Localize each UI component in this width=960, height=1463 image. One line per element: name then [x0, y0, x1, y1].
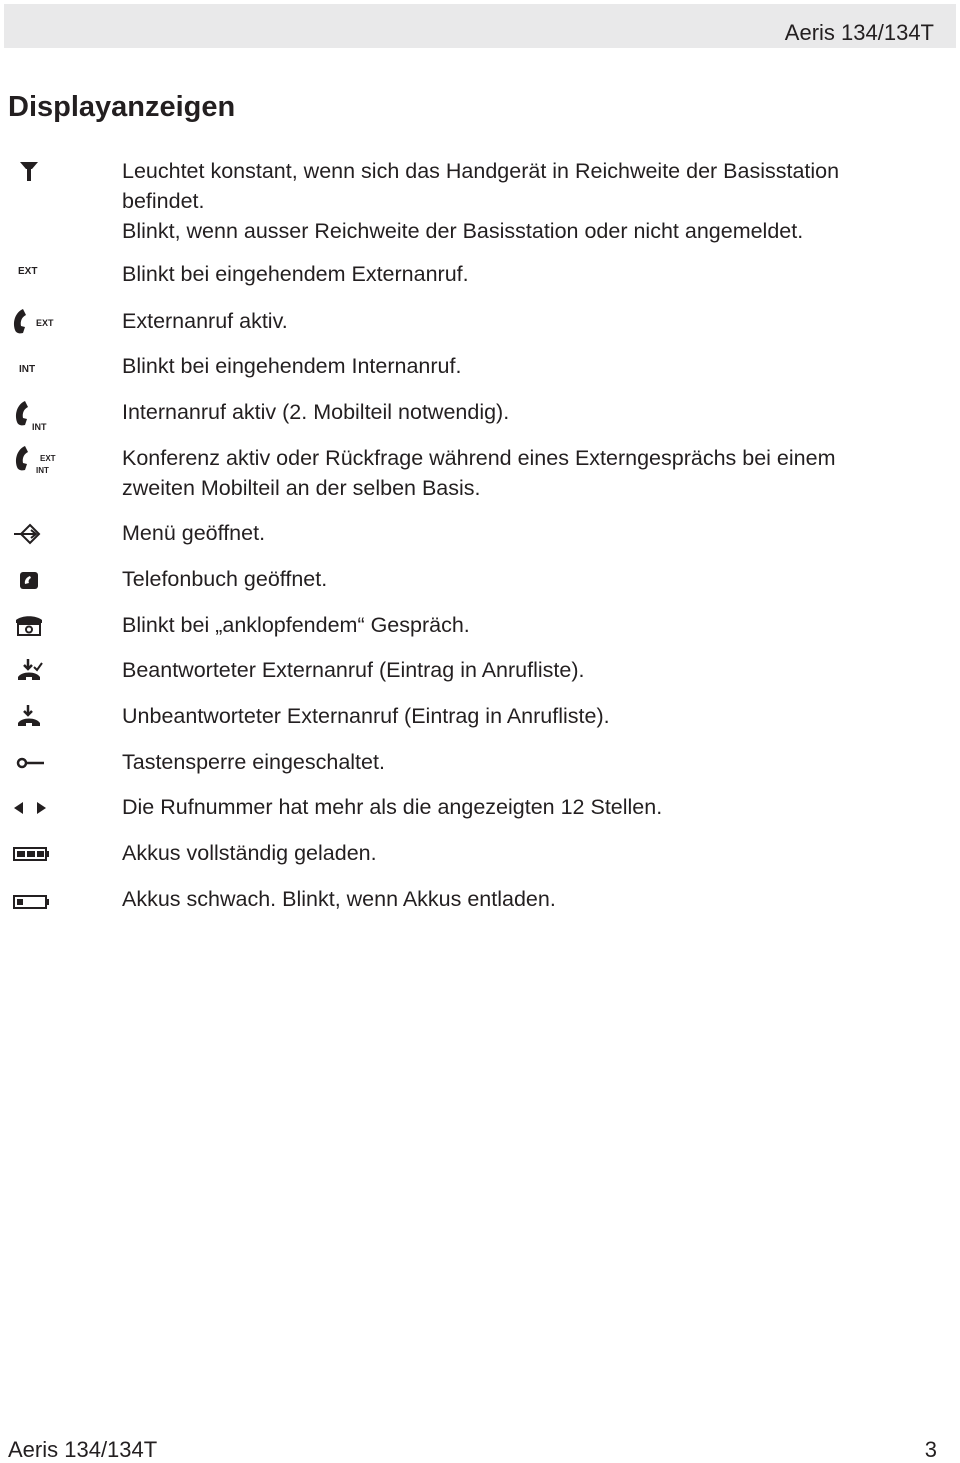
answered-call-icon: [10, 655, 60, 691]
header-bar: [4, 4, 956, 48]
entry-text-line: Akkus vollständig geladen.: [122, 841, 377, 865]
svg-text:INT: INT: [36, 466, 49, 475]
battery-full-icon: [10, 838, 60, 874]
entry-text-line: Akkus schwach. Blinkt, wenn Akkus entladen.: [122, 887, 556, 911]
entry-text-line: Menü geöffnet.: [122, 521, 266, 545]
svg-text:INT: INT: [32, 422, 47, 432]
antenna-icon: [10, 156, 60, 192]
entry-text-line: Beantworteter Externanruf (Eintrag in Anrufliste).: [122, 658, 585, 682]
entry-text-line: befindet.: [122, 189, 205, 213]
entry-text-line: Blinkt bei eingehendem Internanruf.: [122, 354, 462, 378]
entry-text-line: Die Rufnummer hat mehr als die angezeigten 12 Stellen.: [122, 795, 663, 819]
handset-ext-icon: [10, 306, 60, 342]
svg-text:EXT: EXT: [18, 266, 38, 277]
entry-text-line: Unbeantworteter Externanruf (Eintrag in Anrufliste).: [122, 704, 610, 728]
battery-low-icon: [10, 884, 60, 920]
call-waiting-icon: [10, 610, 60, 646]
handset-int-icon: [10, 397, 60, 433]
entry-text-line: Blinkt bei eingehendem Externanruf.: [122, 262, 469, 286]
svg-text:INT: INT: [19, 364, 36, 375]
entry-text-line: Internanruf aktiv (2. Mobilteil notwendig).: [122, 400, 510, 424]
phonebook-icon: [10, 564, 60, 600]
footer-doc-title: Aeris 134/134T: [8, 1437, 158, 1462]
key-lock-icon: [10, 747, 60, 783]
entry-text-line: zweiten Mobilteil an der selben Basis.: [122, 476, 481, 500]
missed-call-icon: [10, 701, 60, 737]
entry-text-line: Konferenz aktiv oder Rückfrage während eines Externgesprächs bei einem: [122, 446, 836, 470]
page-title: Displayanzeigen: [8, 91, 236, 123]
svg-text:EXT: EXT: [40, 454, 56, 463]
menu-icon: [10, 518, 60, 554]
entry-text-line: Externanruf aktiv.: [122, 309, 288, 333]
arrows-left-right-icon: [10, 792, 60, 828]
entry-text-line: Telefonbuch geöffnet.: [122, 567, 328, 591]
handset-ext-int-icon: [10, 443, 60, 479]
entry-text-line: Leuchtet konstant, wenn sich das Handgerät in Reichweite der Basisstation: [122, 159, 840, 183]
page-number: 3: [924, 1437, 937, 1462]
entry-text-line: Tastensperre eingeschaltet.: [122, 750, 385, 774]
svg-text:EXT: EXT: [36, 318, 54, 328]
ext-icon: [10, 259, 60, 295]
header-title: Aeris 134/134T: [784, 20, 934, 45]
int-icon: [10, 351, 60, 387]
entry-text-line: Blinkt bei „anklopfendem“ Gespräch.: [122, 613, 470, 637]
entry-text-line: Blinkt, wenn ausser Reichweite der Basisstation oder nicht angemeldet.: [122, 219, 804, 243]
